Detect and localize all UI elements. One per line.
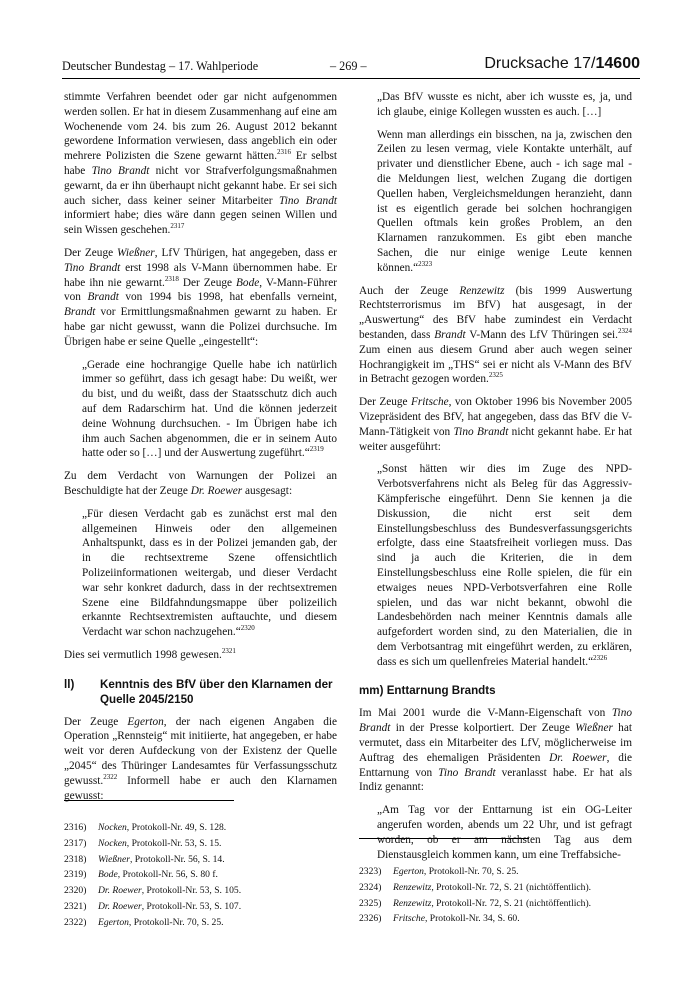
name-italic: Tino Brandt (64, 261, 121, 274)
text-run: (bis 1999 Auswertung Rechtsterrorismus im BfV) hat ausgesagt, in der „Auswertung“ des BfV habe zumindest ein Verdacht bestanden, dass (359, 284, 632, 341)
footnote (64, 883, 337, 899)
name-italic: Dr. Roewer (98, 900, 142, 912)
text-run: Wenn man allerdings ein bisschen, na ja, zwischen den Zeilen zu lesen vermag, viele Kontakte unterhält, auf privater und dienstlicher Ebene, auch - ich sage mal - die Meldungen liest, welchen Zugang die dortigen Quellen haben, Vergleichsmeldungen heranzieht, dann ist es eigentlich gerade bei solchen hochrangigen Quellen oftmals kein großes Problem, an den Klarnamen ranzukommen. Es gibt eben manche Sachen, die nur einige wenige Leute kennen können.“ (377, 128, 632, 274)
right-column (359, 90, 632, 870)
footnote-divider (359, 838, 529, 839)
quote (377, 462, 632, 669)
footnote-ref: 2326 (593, 653, 608, 662)
name-italic: Dr. Roewer (549, 751, 607, 764)
footnote (64, 852, 337, 868)
text-run: 2320) (64, 885, 87, 897)
name-italic: Renzewitz (393, 897, 432, 909)
text-run: , der nach eigenen Angaben die Operation „Rennsteig“ mit initiierte, hat angegeben, er habe weit vor deren Aufdeckung von der Existenz der Quelle „2045“ des Thüringer Landesamtes für Verfassungsschutz gewusst. (64, 715, 338, 787)
paragraph (64, 90, 337, 238)
name-italic: Renzewitz (393, 881, 432, 893)
text-run: , Protokoll-Nr. 56, S. 80 f. (117, 869, 218, 881)
paragraph (64, 246, 337, 350)
footnote-ref: 2319 (309, 445, 324, 454)
name-italic: Nocken (98, 837, 127, 849)
text-run: Der Zeuge (64, 246, 118, 259)
text-run: „Am Tag vor der Enttarnung ist ein OG-Leiter angerufen worden, abends um 22 Uhr, und ist gefragt worden, ob er am nächsten Tag aus dem Dienstausgleich kommen kann, um eine Treffabsiche- (377, 804, 632, 861)
text-run: Zu dem Verdacht von Warnungen der Polizei an Beschuldigte hat der Zeuge (64, 470, 337, 497)
text-run: nicht gekannt habe. Er hat weiter ausgeführt: (359, 425, 632, 453)
text-run: 2326) (359, 913, 382, 925)
paragraph (359, 284, 632, 388)
text-run: Der Zeuge (359, 396, 411, 409)
text-run: veranlasst habe. Er hat als Indiz genannt: (359, 766, 632, 794)
footnote-ref: 2321 (221, 647, 236, 656)
name-italic: Tino Brandt (438, 766, 496, 779)
left-column (64, 90, 337, 811)
name-italic: Wießner (98, 853, 130, 865)
footnote (359, 864, 632, 880)
name-italic: Fritsche (411, 396, 449, 409)
text-run: , Protokoll-Nr. 53, S. 15. (126, 837, 222, 849)
header-periodical: Deutscher Bundestag – 17. Wahlperiode (62, 59, 259, 73)
text-run: vor Ermittlungsmaßnahmen gewarnt zu haben. Er habe gar nicht gewusst, wann die Polizei durchsuche. Im Übrigen habe er seine Quelle „eingestellt“: (64, 306, 337, 348)
paragraph (359, 395, 632, 454)
text-run: 2319) (64, 869, 87, 881)
text-run: Im Mai 2001 wurde die V-Mann-Eigenschaft von (359, 707, 612, 720)
text-run: 2322) (64, 916, 87, 928)
quote (377, 803, 632, 862)
footnote-divider (64, 800, 234, 801)
footnote-ref: 2316 (277, 148, 292, 157)
text-run: „Gerade eine hochrangige Quelle habe ich natürlich immer so geführt, dass ich gesagt habe: Du weißt, wer du bist, und du weißt, dass der Staatsschutz dich auch auf dem Radarschirm hat. Und die können jederzeit deine Wohnung durchsuchen. - Im Übrigen habe ich ihm auch Sachen abgenommen, die er in seinem Auto hatte oder so […] und der Auswertung zugeführt.“ (82, 358, 337, 460)
text-run: 2324) (359, 881, 382, 893)
name-italic: Egerton (393, 866, 424, 877)
text-run: , Protokoll-Nr. 70, S. 25. (423, 866, 519, 877)
name-italic: Renzewitz (459, 284, 505, 297)
name-italic: Nocken (98, 822, 127, 833)
text-run: erst 1998 als V-Mann übernommen habe. Er habe ihn nie gewarnt. (64, 261, 337, 289)
name-italic: Bode (98, 869, 118, 881)
footnote-ref: 2325 (488, 371, 503, 380)
text-run: 2316) (64, 822, 87, 833)
text-run: ausgesagt: (242, 484, 293, 497)
text-run: von 1994 bis 1998, hat ebenfalls verneint, (118, 291, 337, 304)
footnote (64, 867, 337, 883)
name-italic: Brandt (87, 291, 119, 304)
name-italic: Brandt (64, 306, 96, 319)
header-document-number (484, 55, 640, 73)
paragraph (359, 706, 632, 795)
name-italic: Tino Brandt (91, 164, 150, 177)
footnote (359, 880, 632, 896)
name-italic: Tino Brandt (359, 707, 632, 735)
header-doc-label: Drucksache 17/ (484, 55, 596, 72)
name-italic: Wießner (117, 246, 155, 259)
text-run: Er selbst habe (64, 150, 337, 177)
text-run: in der Presse kolportiert. Der Zeuge (390, 722, 576, 735)
text-run: V-Mann des LfV Thüringen sei. (465, 328, 618, 341)
text-run: Zum einen aus diesem Grund aber auch wegen seiner Hochrangigkeit im „THS“ sei er nicht als V-Mann des BfV in Betracht gezogen worden. (359, 343, 632, 386)
name-italic: Fritsche (393, 913, 425, 925)
text-run: „Sonst hätten wir dies im Zuge des NPD-Verbotsverfahrens nicht als Beleg für das Aggressiv-Kämpferische eingeführt. Denn Sie kennen ja die Diskussion, die nicht erst seit dem Einstellungsbeschluss des Bundesverfassungsgerichts erfolgte, dass eine Staatsfreiheit vorliegen muss. Das sind ja auch die Kriterien, die in dem Einstellungsbeschluss eine Rolle spielen, die für ein etwaiges neues NPD-Verbotsverfahren eine Rolle spielen, und das war nicht bekannt, obwohl die Landesbehörden nach meiner Kenntnis damals alle aufgefordert worden sind, zu den Materialien, die in dem Verbotsantrag mit eingeführt werden, zu erklären, dass es sich um quellenfreies Material handelt.“ (377, 463, 632, 668)
text-run: , Protokoll-Nr. 49, S. 128. (126, 822, 227, 833)
text-run: Der Zeuge (178, 276, 237, 289)
text-run: 2323) (359, 866, 382, 877)
text-run: , V-Mann-Führer von (64, 276, 337, 304)
text-run: Der Zeuge (64, 715, 128, 728)
quote (82, 507, 337, 640)
name-italic: Brandt (434, 328, 466, 341)
text-run: , von Oktober 1996 bis November 2005 Vizepräsident des BfV, hat angegeben, dass das BfV die V-Mann-Tätigkeit von (359, 396, 632, 438)
page-header (62, 56, 640, 79)
paragraph (64, 648, 337, 663)
text-run: 2325) (359, 897, 382, 909)
text-run: stimmte Verfahren beendet oder gar nicht aufgenommen werden sollen. Er hat in diesem Zusammenhang auf eine am Wochenende vom 24. bis zum 26. August 2012 bekannt gewordene Information verwiesen, dass angeblich ein oder mehrere Polizisten die Szene gewarnt hätten. (64, 91, 337, 163)
text-run: Auch der Zeuge (359, 284, 460, 297)
quote (82, 358, 337, 462)
footnotes-right (359, 864, 632, 927)
footnote-ref: 2323 (418, 260, 433, 268)
text-run: Informell habe er auch den Klarnamen gewusst: (64, 774, 337, 802)
text-run: hat vermutet, dass ein Mitarbeiter des LfV, möglicherweise im Auftrag des ehemaligen Präsidenten (359, 722, 632, 764)
text-run: , Protokoll-Nr. 72, S. 21 (nichtöffentlich). (431, 881, 592, 893)
footnote-ref: 2318 (164, 274, 179, 283)
text-run: Dies sei vermutlich 1998 gewesen. (64, 648, 222, 661)
name-italic: Wießner (575, 722, 613, 735)
footnote (64, 820, 337, 836)
footnote-ref: 2322 (103, 773, 118, 782)
section-heading: mm) Enttarnung Brandts (359, 684, 496, 698)
text-run: , Protokoll-Nr. 53, S. 105. (141, 885, 242, 897)
text-run: , Protokoll-Nr. 53, S. 107. (141, 900, 242, 912)
footnote-ref: 2317 (170, 222, 185, 231)
text-run: „Für diesen Verdacht gab es zunächst erst mal den allgemeinen Hinweis oder den allgemeinen Anhaltspunkt, dass es in der Polizei jemanden gab, der in die rechtsextreme Szene offensichtlich Polizeiinformationen weitergab, und dieser Verdacht war sehr konkret dadurch, dass in der rechtsextremen Szene eine Bildfahndungsmappe über polizeilich erkannte Rechtsextremisten auftauchte, und diesem Verdacht war schon nachzugehen.“ (82, 507, 337, 639)
footnote (359, 911, 632, 927)
text-run: informiert habe; dies wäre dann gegen seinen Willen und sein Wissen geschehen. (64, 209, 337, 237)
text-run: „Das BfV wusste es nicht, aber ich wusste es, ja, und ich glaube, einige Kollegen wussten es auch. […] (377, 91, 632, 118)
name-italic: Egerton (127, 715, 164, 728)
name-italic: Tino Brandt (453, 425, 509, 438)
paragraph (64, 715, 337, 804)
name-italic: Dr. Roewer (98, 885, 142, 897)
footnote (64, 836, 337, 852)
footnote-ref: 2320 (240, 624, 255, 633)
name-italic: Dr. Roewer (190, 484, 243, 497)
paragraph (64, 469, 337, 499)
footnote (64, 899, 337, 915)
text-run: 2317) (64, 837, 87, 849)
section-heading (64, 677, 337, 707)
text-run: , Protokoll-Nr. 72, S. 21 (nichtöffentlich). (431, 897, 592, 909)
section-title: Kenntnis des BfV über den Klarnamen der Quelle 2045/2150 (100, 677, 333, 706)
footnote (359, 896, 632, 912)
text-run: 2321) (64, 900, 87, 912)
footnotes-left (64, 820, 337, 931)
text-run: nicht vor Strafverfolgungsmaßnahmen gewarnt, da er ihn überhaupt nicht gekannt habe. Er sei sich auch sicher, dass keiner seiner Mitarbeiter (64, 164, 337, 207)
text-run: , die Enttarnung von (359, 751, 632, 779)
section-marker: ll) (64, 677, 75, 691)
text-run: , LfV Thürigen, hat angegeben, dass er (154, 246, 337, 259)
header-doc-number: 14600 (595, 55, 640, 72)
text-run: , Protokoll-Nr. 34, S. 60. (424, 913, 520, 925)
quote (377, 128, 632, 276)
quote (377, 90, 632, 120)
footnote (64, 915, 337, 931)
name-italic: Tino Brandt (279, 194, 337, 207)
name-italic: Bode (236, 276, 260, 289)
footnote-ref: 2324 (618, 327, 632, 336)
header-page-number: – 269 – (330, 59, 367, 73)
name-italic: Egerton (98, 916, 129, 928)
text-run: , Protokoll-Nr. 56, S. 14. (129, 853, 225, 865)
text-run: 2318) (64, 853, 87, 865)
text-run: , Protokoll-Nr. 70, S. 25. (128, 916, 224, 928)
